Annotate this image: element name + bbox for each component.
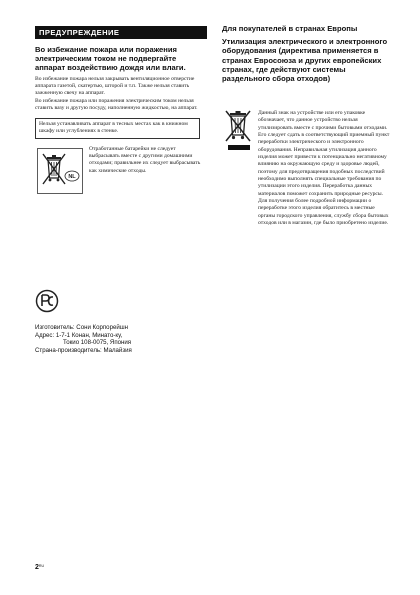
manufacturer-info — [35, 324, 215, 355]
manufacturer-address: Адрес: 1-7-1 Конан, Минато-ку, — [35, 331, 123, 339]
battery-block — [35, 146, 207, 206]
eu-title: Для покупателей в странах Европы — [222, 24, 358, 33]
crossed-bin-battery-icon — [37, 148, 83, 194]
page-number — [35, 564, 44, 571]
manufacturer-city: Токио 108-0075, Япония — [63, 339, 132, 347]
page-language-code: RU — [38, 564, 45, 568]
eu-body: Данный знак на устройстве или его упаковке обозначает, что данное устройство нельзя утилизировать вместе с прочими бытовыми отходами. Его следует сдать в соответствующий приемный пункт переработки электрического и электронного оборудования. Неправильная утилизация данного изделия может привести к потенциально негативному влиянию на окружающую среду и здоровье людей, поэтому для предотвращения подобных последствий необходимо выполнять специальные требования по утилизации этого изделия. Переработка данных материалов поможет сохранить природные ресурсы. Для получения более подробной информации о переработке этого изделия обратитесь в местные органы городского управления, службу сбора бытовых отходов или в магазин, где было приобретено изделие. — [258, 110, 390, 227]
eu-subtitle: Утилизация электрического и электронного оборудования (директива применяется в странах Евросоюза и других европейских странах, где действуют системы раздельного сбора отходов) — [222, 37, 388, 84]
notice-box: Нельзя устанавливать аппарат в тесных местах как в книжном шкафу или углублениях в стенке. — [35, 118, 200, 139]
manufacturer-name: Изготовитель: Сони Корпорейшн — [35, 324, 129, 331]
warning-body — [35, 76, 207, 112]
pct-certification-icon — [35, 289, 59, 313]
page-number-value: 2 — [35, 564, 39, 571]
warning-banner: ПРЕДУПРЕЖДЕНИЕ — [35, 26, 207, 39]
warning-heading: Во избежание пожара или поражения электрическим током не подвергайте аппарат воздействию дождя или влаги. — [35, 45, 186, 73]
warning-paragraph: Во избежание пожара или поражения электрическим током нельзя ставить вазу и другую посуду, наполненную жидкостью, на аппарат. — [35, 97, 198, 111]
warning-paragraph: Во избежание пожара нельзя закрывать вентиляционное отверстие аппарата газетой, скатертью, шторой и т.п. Также нельзя ставить зажженную свечу на аппарат. — [35, 75, 195, 97]
manufacturer-country: Страна-производитель: Малайзия — [35, 347, 132, 355]
battery-text: Отработанные батарейки не следует выбрасывать вместе с другими домашними отходами; правильнее их следует выбрасывать как химические отходы. — [89, 145, 201, 174]
weee-crossed-bin-icon — [222, 110, 256, 152]
battery-country-label: NL — [68, 173, 76, 180]
left-column — [35, 26, 207, 206]
right-column — [222, 24, 390, 227]
